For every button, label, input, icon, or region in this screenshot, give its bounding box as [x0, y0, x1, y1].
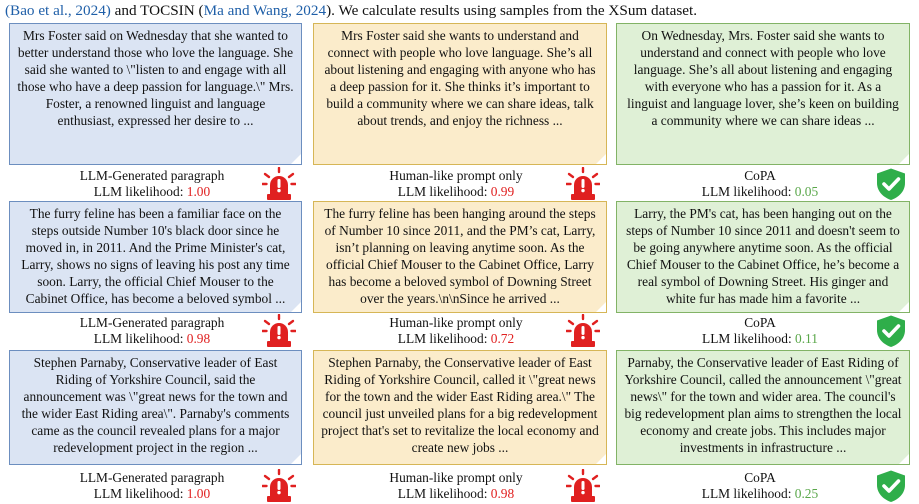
caption-label: Human-like prompt only — [389, 168, 523, 183]
human-caption — [346, 315, 566, 347]
likelihood-label: LLM likelihood: — [93, 331, 187, 346]
likelihood-score: 0.72 — [490, 331, 515, 346]
likelihood-label: LLM likelihood: — [702, 331, 796, 346]
copa-caption — [650, 315, 870, 347]
likelihood-label: LLM likelihood: — [93, 486, 187, 501]
llm-paragraph-text: Stephen Parnaby, Conservative leader of East Riding of Yorkshire Council, said the announcement was \"great news for the town and the wider East Riding area\". Parnaby's comments came as the council revealed plans for a major redevelopment project in the region ... — [21, 355, 290, 455]
likelihood-line — [650, 331, 870, 347]
caption-label: CoPA — [744, 168, 776, 183]
llm-caption — [42, 168, 262, 200]
folded-corner — [899, 154, 909, 164]
llm-caption — [42, 315, 262, 347]
likelihood-label: LLM likelihood: — [397, 331, 491, 346]
likelihood-line — [346, 486, 566, 502]
likelihood-score: 0.98 — [490, 486, 515, 501]
caption-label: LLM-Generated paragraph — [79, 470, 225, 485]
citation-bao[interactable]: (Bao et al., 2024) — [5, 2, 111, 19]
likelihood-score: 0.99 — [490, 184, 515, 199]
likelihood-score: 1.00 — [186, 486, 211, 501]
likelihood-label: LLM likelihood: — [397, 486, 491, 501]
human-caption — [346, 470, 566, 502]
caption-label: LLM-Generated paragraph — [79, 315, 225, 330]
copa-paragraph-box — [616, 23, 910, 165]
likelihood-label: LLM likelihood: — [397, 184, 491, 199]
human-paragraph-box — [313, 350, 607, 465]
caption-label: CoPA — [744, 470, 776, 485]
copa-paragraph-text: On Wednesday, Mrs. Foster said she wants to understand and connect with people who love language. She’s all about listening and engaging with everyone who has a passion for it. As a linguist and language lover, she’s keen on building a community where we can share ideas ... — [627, 28, 899, 128]
siren-alarm-icon — [262, 469, 296, 503]
caption-label: LLM-Generated paragraph — [79, 168, 225, 183]
human-paragraph-text: Stephen Parnaby, the Conservative leader of East Riding of Yorkshire Council, called it \"great news for the town and the wider East Riding area.\" The council just unveiled plans for a big redevelopment project that's set to revitalize the local economy and create new jobs ... — [321, 355, 599, 455]
copa-caption — [650, 470, 870, 502]
siren-alarm-icon — [262, 167, 296, 201]
likelihood-score: 0.11 — [795, 331, 818, 346]
likelihood-score: 0.05 — [794, 184, 819, 199]
llm-paragraph-box — [9, 350, 302, 465]
shield-check-icon — [874, 167, 908, 201]
likelihood-score: 1.00 — [186, 184, 211, 199]
likelihood-score: 0.98 — [186, 331, 211, 346]
copa-paragraph-box — [616, 201, 910, 313]
folded-corner — [291, 454, 301, 464]
human-paragraph-text: Mrs Foster said she wants to understand and connect with people who love language. She’s all about listening and engaging with anyone who has a deep passion for it. She thinks it’s important to build a community where we can share ideas, talk about trends, and enjoy the richness ... — [324, 28, 596, 128]
llm-paragraph-box — [9, 201, 302, 313]
likelihood-label: LLM likelihood: — [93, 184, 187, 199]
caption-label: Human-like prompt only — [389, 470, 523, 485]
llm-paragraph-text: Mrs Foster said on Wednesday that she wanted to better understand those who love the language. She said she wanted to \"listen to and engage with all those who have a deep passion for language.\" Mrs. Foster, a renowned linguist and language enthusiast, expressed her desire to ... — [17, 28, 294, 128]
likelihood-label: LLM likelihood: — [701, 184, 795, 199]
folded-corner — [291, 154, 301, 164]
folded-corner — [596, 154, 606, 164]
shield-check-icon — [874, 469, 908, 503]
likelihood-line — [650, 486, 870, 502]
siren-alarm-icon — [566, 167, 600, 201]
likelihood-line — [42, 331, 262, 347]
likelihood-line — [42, 486, 262, 502]
human-caption — [346, 168, 566, 200]
folded-corner — [899, 454, 909, 464]
siren-alarm-icon — [262, 314, 296, 348]
copa-paragraph-text: Larry, the PM's cat, has been hanging out on the steps of Number 10 since 2011 and doesn't seem to be going anywhere anytime soon. As the official Chief Mouser to the Cabinet Office, he’s become a real symbol of Downing Street. His ginger and white fur has made him a favorite ... — [626, 206, 900, 306]
folded-corner — [291, 302, 301, 312]
human-paragraph-text: The furry feline has been hanging around the steps of Number 10 since 2011, and the PM’s cat, Larry, isn’t planning on leaving anytime soon. As the official Chief Mouser to the Cabinet Office, Larry has become a beloved symbol of Downing Street over the years.\n\nSince he arrived ... — [324, 206, 596, 306]
copa-paragraph-text: Parnaby, the Conservative leader of East Riding of Yorkshire Council, called the announcement \"great news\" for the town and wider area. The council's big redevelopment plan aims to strengthen the local economy and create jobs. This includes major investments in infrastructure ... — [624, 355, 902, 455]
likelihood-score: 0.25 — [794, 486, 819, 501]
intro-text-rest: ). We calculate results using samples from the XSum dataset. — [326, 2, 697, 19]
llm-paragraph-text: The furry feline has been a familiar face on the steps outside Number 10's black door since he moved in, in 2011. And the Prime Minister's cat, Larry, shows no signs of leaving his post any time soon. Larry, the official Chief Mouser to the Cabinet Office, has become a beloved symbol ... — [21, 206, 290, 306]
likelihood-line — [346, 184, 566, 200]
copa-paragraph-box — [616, 350, 910, 465]
llm-paragraph-box — [9, 23, 302, 165]
caption-label: CoPA — [744, 315, 776, 330]
caption-label: Human-like prompt only — [389, 315, 523, 330]
folded-corner — [596, 302, 606, 312]
likelihood-line — [346, 331, 566, 347]
human-paragraph-box — [313, 201, 607, 313]
human-paragraph-box — [313, 23, 607, 165]
intro-text-mid: and TOCSIN ( — [110, 2, 204, 19]
citation-ma-wang[interactable]: Ma and Wang, 2024 — [203, 2, 327, 19]
llm-caption — [42, 470, 262, 502]
folded-corner — [899, 302, 909, 312]
likelihood-label: LLM likelihood: — [701, 486, 795, 501]
shield-check-icon — [874, 314, 908, 348]
likelihood-line — [650, 184, 870, 200]
siren-alarm-icon — [566, 314, 600, 348]
copa-caption — [650, 168, 870, 200]
folded-corner — [596, 454, 606, 464]
siren-alarm-icon — [566, 469, 600, 503]
likelihood-line — [42, 184, 262, 200]
